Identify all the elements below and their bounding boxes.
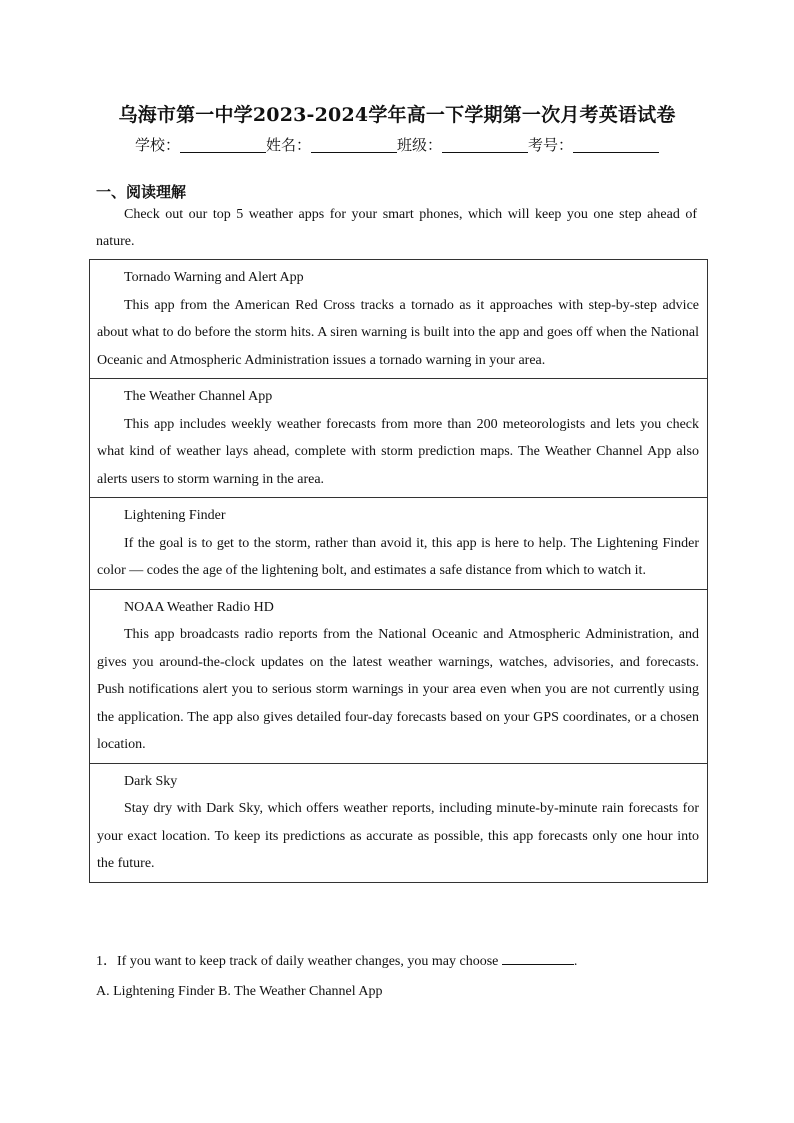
passage-box (90, 260, 707, 378)
passage-box (90, 589, 707, 763)
exam-number-label: 考号： (528, 136, 574, 154)
name-blank[interactable] (311, 137, 397, 153)
question-number: 1． (96, 954, 117, 969)
question-options: A. Lightening Finder B. The Weather Channel App (96, 984, 383, 999)
app-name: NOAA Weather Radio HD (124, 599, 274, 615)
exam-title: 乌海市第一中学2023-2024学年高一下学期第一次月考英语试卷 (118, 104, 676, 126)
app-description: Stay dry with Dark Sky, which offers weather reports, including minute-by-minute rain forecasts for your exact location. To keep its predictions as accurate as possible, this app forecasts only one hour into the future. (97, 801, 699, 871)
app-description: This app includes weekly weather forecasts from more than 200 meteorologists and lets you check what kind of weather lays ahead, complete with storm prediction maps. The Weather Channel App also alerts users to storm warning in the area. (97, 416, 699, 487)
class-blank[interactable] (442, 137, 528, 153)
app-name: Tornado Warning and Alert App (124, 270, 304, 285)
app-name: Lightening Finder (124, 508, 226, 523)
school-label: 学校： (134, 136, 180, 154)
exam-number-blank[interactable] (573, 137, 659, 153)
app-description: If the goal is to get to the storm, rather than avoid it, this app is here to help. The Lightening Finder color — codes the age of the lightening bolt, and estimates a safe distance from which to watch it. (97, 535, 699, 578)
class-label: 班级： (397, 136, 443, 154)
passage-box (90, 763, 707, 882)
app-name: The Weather Channel App (124, 389, 273, 404)
passages-table (89, 259, 708, 883)
passage-box (90, 497, 707, 589)
question-text: If you want to keep track of daily weather changes, you may choose (117, 954, 499, 969)
school-blank[interactable] (180, 137, 266, 153)
section-heading: 一、阅读理解 (96, 183, 187, 201)
app-name: Dark Sky (124, 773, 178, 789)
question-1 (96, 948, 697, 975)
student-info-row (0, 134, 794, 155)
question-end: . (573, 954, 578, 969)
section-intro: Check out our top 5 weather apps for your smart phones, which will keep you one step ahead of nature. (96, 207, 697, 249)
app-description: This app broadcasts radio reports from the National Oceanic and Atmospheric Administration, and gives you around-the-clock updates on the latest weather warnings, watches, advisories, and forecasts. Push notifications alert you to serious storm warnings in your area even when you are not currently using the application. The app also gives detailed four-day forecasts based on your GPS coordinates, or a chosen location. (97, 627, 699, 752)
app-description: This app from the American Red Cross tracks a tornado as it approaches with step-by-step advice about what to do before the storm hits. A siren warning is built into the app and goes off when the National Oceanic and Atmospheric Administration issues a tornado warning in your area. (97, 297, 699, 368)
name-label: 姓名： (265, 136, 311, 154)
answer-blank[interactable] (502, 950, 574, 965)
passage-box (90, 378, 707, 497)
